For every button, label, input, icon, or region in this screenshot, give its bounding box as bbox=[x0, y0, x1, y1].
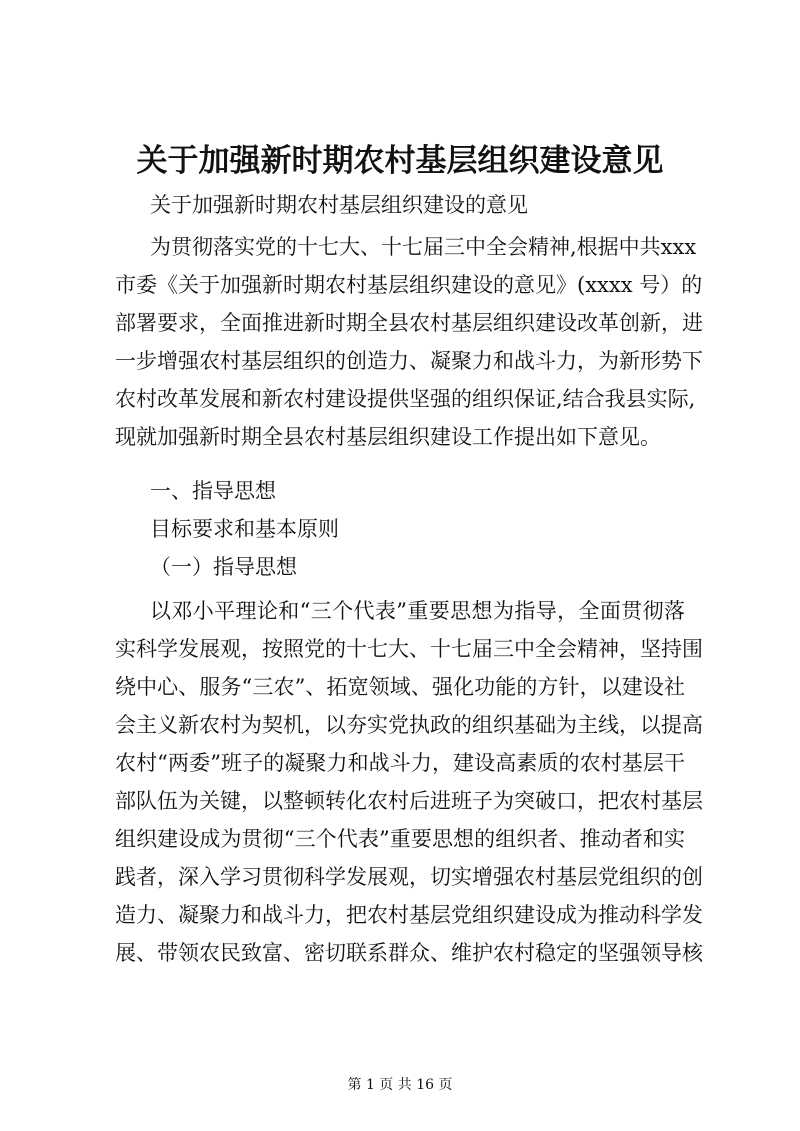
subsection-heading: （一）指导思想 bbox=[150, 555, 297, 579]
intro-line-2: 市委《关于加强新时期农村基层组织建设的意见》(xxxx 号）的 bbox=[115, 273, 703, 297]
body-line-8: 践者，深入学习贯彻科学发展观，切实增强农村基层党组织的创 bbox=[115, 865, 703, 889]
page-number-footer: 第 1 页 共 16 页 bbox=[347, 1077, 453, 1093]
intro-line-6: 现就加强新时期全县农村基层组织建设工作提出如下意见。 bbox=[115, 425, 661, 449]
body-line-5: 农村“两委”班子的凝聚力和战斗力，建设高素质的农村基层干 bbox=[115, 751, 685, 775]
body-line-2: 实科学发展观，按照党的十七大、十七届三中全会精神，坚持围 bbox=[115, 637, 703, 661]
intro-line-3: 部署要求，全面推进新时期全县农村基层组织建设改革创新，进 bbox=[115, 311, 703, 335]
body-line-9: 造力、凝聚力和战斗力，把农村基层党组织建设成为推动科学发 bbox=[115, 903, 703, 927]
body-line-7: 组织建设成为贯彻“三个代表”重要思想的组织者、推动者和实 bbox=[115, 827, 685, 851]
document-title: 关于加强新时期农村基层组织建设意见 bbox=[136, 143, 664, 179]
intro-line-1: 为贯彻落实党的十七大、十七届三中全会精神,根据中共xxx bbox=[150, 235, 697, 259]
body-line-4: 会主义新农村为契机，以夯实党执政的组织基础为主线，以提高 bbox=[115, 713, 703, 737]
intro-line-5: 农村改革发展和新农村建设提供坚强的组织保证,结合我县实际, bbox=[115, 387, 696, 411]
body-line-6: 部队伍为关键，以整顿转化农村后进班子为突破口，把农村基层 bbox=[115, 789, 703, 813]
section-heading: 一、指导思想 bbox=[150, 479, 276, 503]
intro-line-4: 一步增强农村基层组织的创造力、凝聚力和战斗力，为新形势下 bbox=[115, 349, 703, 373]
body-line-1: 以邓小平理论和“三个代表”重要思想为指导，全面贯彻落 bbox=[150, 599, 685, 623]
body-line-10: 展、带领农民致富、密切联系群众、维护农村稳定的坚强领导核 bbox=[115, 941, 703, 965]
body-line-3: 绕中心、服务“三农”、拓宽领域、强化功能的方针，以建设社 bbox=[115, 675, 685, 699]
section-subheading: 目标要求和基本原则 bbox=[150, 517, 339, 541]
document-subtitle: 关于加强新时期农村基层组织建设的意见 bbox=[150, 193, 528, 217]
